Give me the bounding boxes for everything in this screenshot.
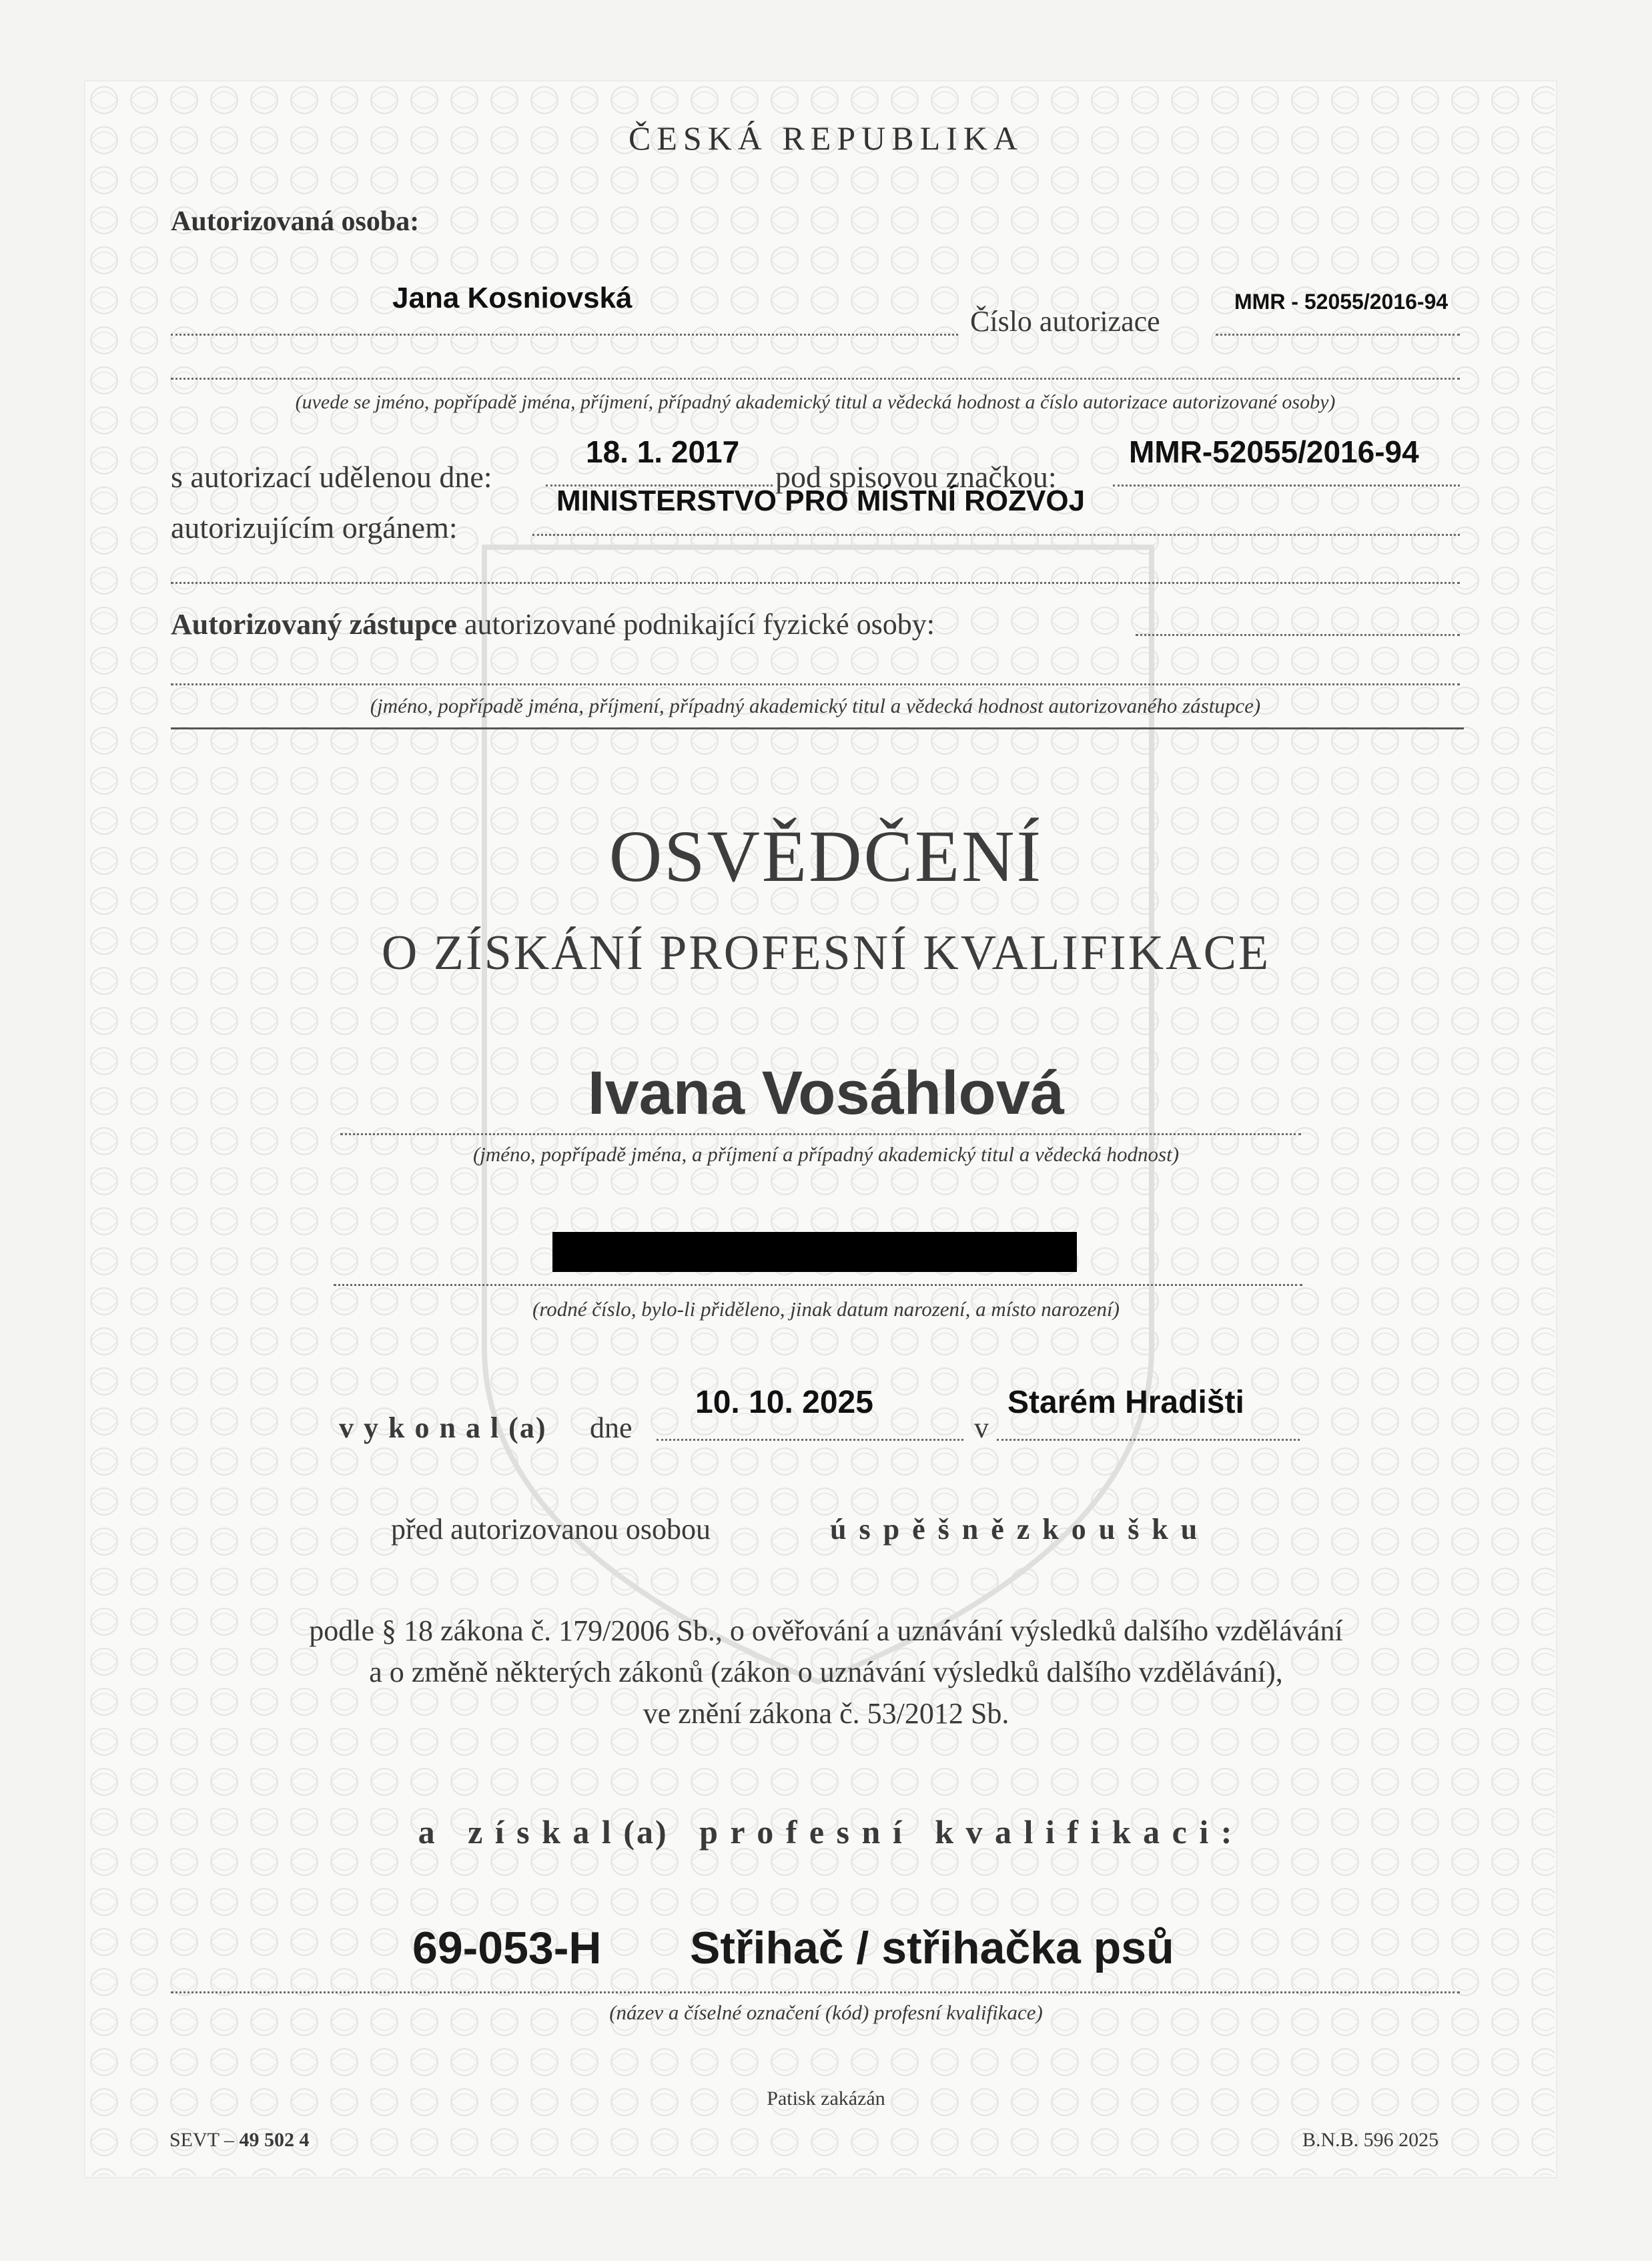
law-line-3: ve znění zákona č. 53/2012 Sb.	[643, 1697, 1009, 1730]
file-label: pod spisovou značkou:	[775, 460, 1057, 494]
representative-label	[171, 607, 935, 641]
law-line-1: podle § 18 zákona č. 179/2006 Sb., o ověřování a uznávání výsledků dalšího vzdělávání	[309, 1614, 1343, 1647]
birth-line	[334, 1284, 1302, 1286]
qualification-code: 69-053-H	[412, 1923, 602, 1973]
exam-date-line	[657, 1439, 963, 1441]
performed-label: v y k o n a l (a)	[339, 1411, 547, 1444]
body-name: MINISTERSTVO PRO MÍSTNÍ ROZVOJ	[556, 485, 1086, 517]
exam-date: 10. 10. 2025	[695, 1385, 873, 1420]
qualification-label: a z í s k a l (a) p r o f e s n í k v a l i f i k a c i :	[418, 1813, 1234, 1851]
authorized-person-note: (uvede se jméno, popřípadě jména, příjmení, případný akademický titul a vědecká hodnost a číslo autorizace autorizované osoby)	[295, 391, 1336, 413]
exam-place-line	[997, 1439, 1300, 1441]
form-code-number: 49 502 4	[239, 2129, 310, 2151]
authorized-person-label: Autorizovaná osoba:	[171, 206, 420, 237]
representative-note: (jméno, popřípadě jména, příjmení, případný akademický titul a vědecká hodnost autorizovaného zástupce)	[370, 694, 1261, 717]
granted-label: s autorizací udělenou dne:	[171, 460, 492, 494]
birth-note: (rodné číslo, bylo-li přiděleno, jinak datum narození, a místo narození)	[532, 1297, 1120, 1321]
auth-number-value: MMR - 52055/2016-94	[1234, 290, 1449, 314]
body-label: autorizujícím orgánem:	[171, 511, 458, 545]
file-number-line	[1113, 485, 1460, 487]
qualification-note: (název a číselné označení (kód) profesní kvalifikace)	[609, 2001, 1043, 2024]
exam-success-label: ú s p ě š n ě z k o u š k u	[830, 1513, 1200, 1546]
holder-name-line	[340, 1133, 1301, 1135]
representative-line-2	[171, 683, 1460, 685]
qualification-name: Střihač / střihačka psů	[690, 1923, 1174, 1973]
qualification-line	[171, 1991, 1460, 1993]
authorization-line-2	[171, 582, 1460, 584]
certificate-title: OSVĚDČENÍ	[608, 816, 1044, 897]
exam-in-label: v	[974, 1411, 989, 1444]
granted-date: 18. 1. 2017	[586, 434, 740, 469]
authorized-person-line-2	[171, 378, 1460, 380]
holder-name-note: (jméno, popřípadě jména, a příjmení a případný akademický titul a vědecká hodnost)	[472, 1143, 1180, 1166]
print-code: B.N.B. 596 2025	[1302, 2129, 1439, 2151]
representative-line-1	[1136, 634, 1460, 636]
body-name-line	[532, 534, 1460, 536]
auth-number-label: Číslo autorizace	[970, 305, 1160, 338]
before-authorized-label: před autorizovanou osobou	[391, 1513, 711, 1546]
country-heading: ČESKÁ REPUBLIKA	[629, 119, 1023, 157]
auth-number-line	[1216, 334, 1460, 336]
law-line-2: a o změně některých zákonů (zákon o uznávání výsledků dalšího vzdělávání),	[369, 1656, 1283, 1688]
exam-place: Starém Hradišti	[1007, 1385, 1244, 1420]
form-code	[169, 2129, 309, 2152]
print-prohibited-note: Patisk zakázán	[767, 2087, 885, 2110]
representative-label-rest: autorizované podnikající fyzické osoby:	[464, 608, 935, 641]
form-code-prefix: SEVT –	[169, 2129, 234, 2151]
exam-on-label: dne	[590, 1411, 633, 1444]
birth-redaction-bar	[552, 1232, 1077, 1272]
holder-name: Ivana Vosáhlová	[587, 1059, 1065, 1127]
certificate-subtitle: O ZÍSKÁNÍ PROFESNÍ KVALIFIKACE	[381, 926, 1271, 980]
file-number: MMR-52055/2016-94	[1129, 434, 1419, 469]
section-divider	[171, 727, 1464, 729]
authorized-person-name: Jana Kosniovská	[392, 282, 633, 314]
authorized-person-name-line	[171, 334, 958, 336]
representative-label-bold: Autorizovaný zástupce	[171, 608, 457, 641]
